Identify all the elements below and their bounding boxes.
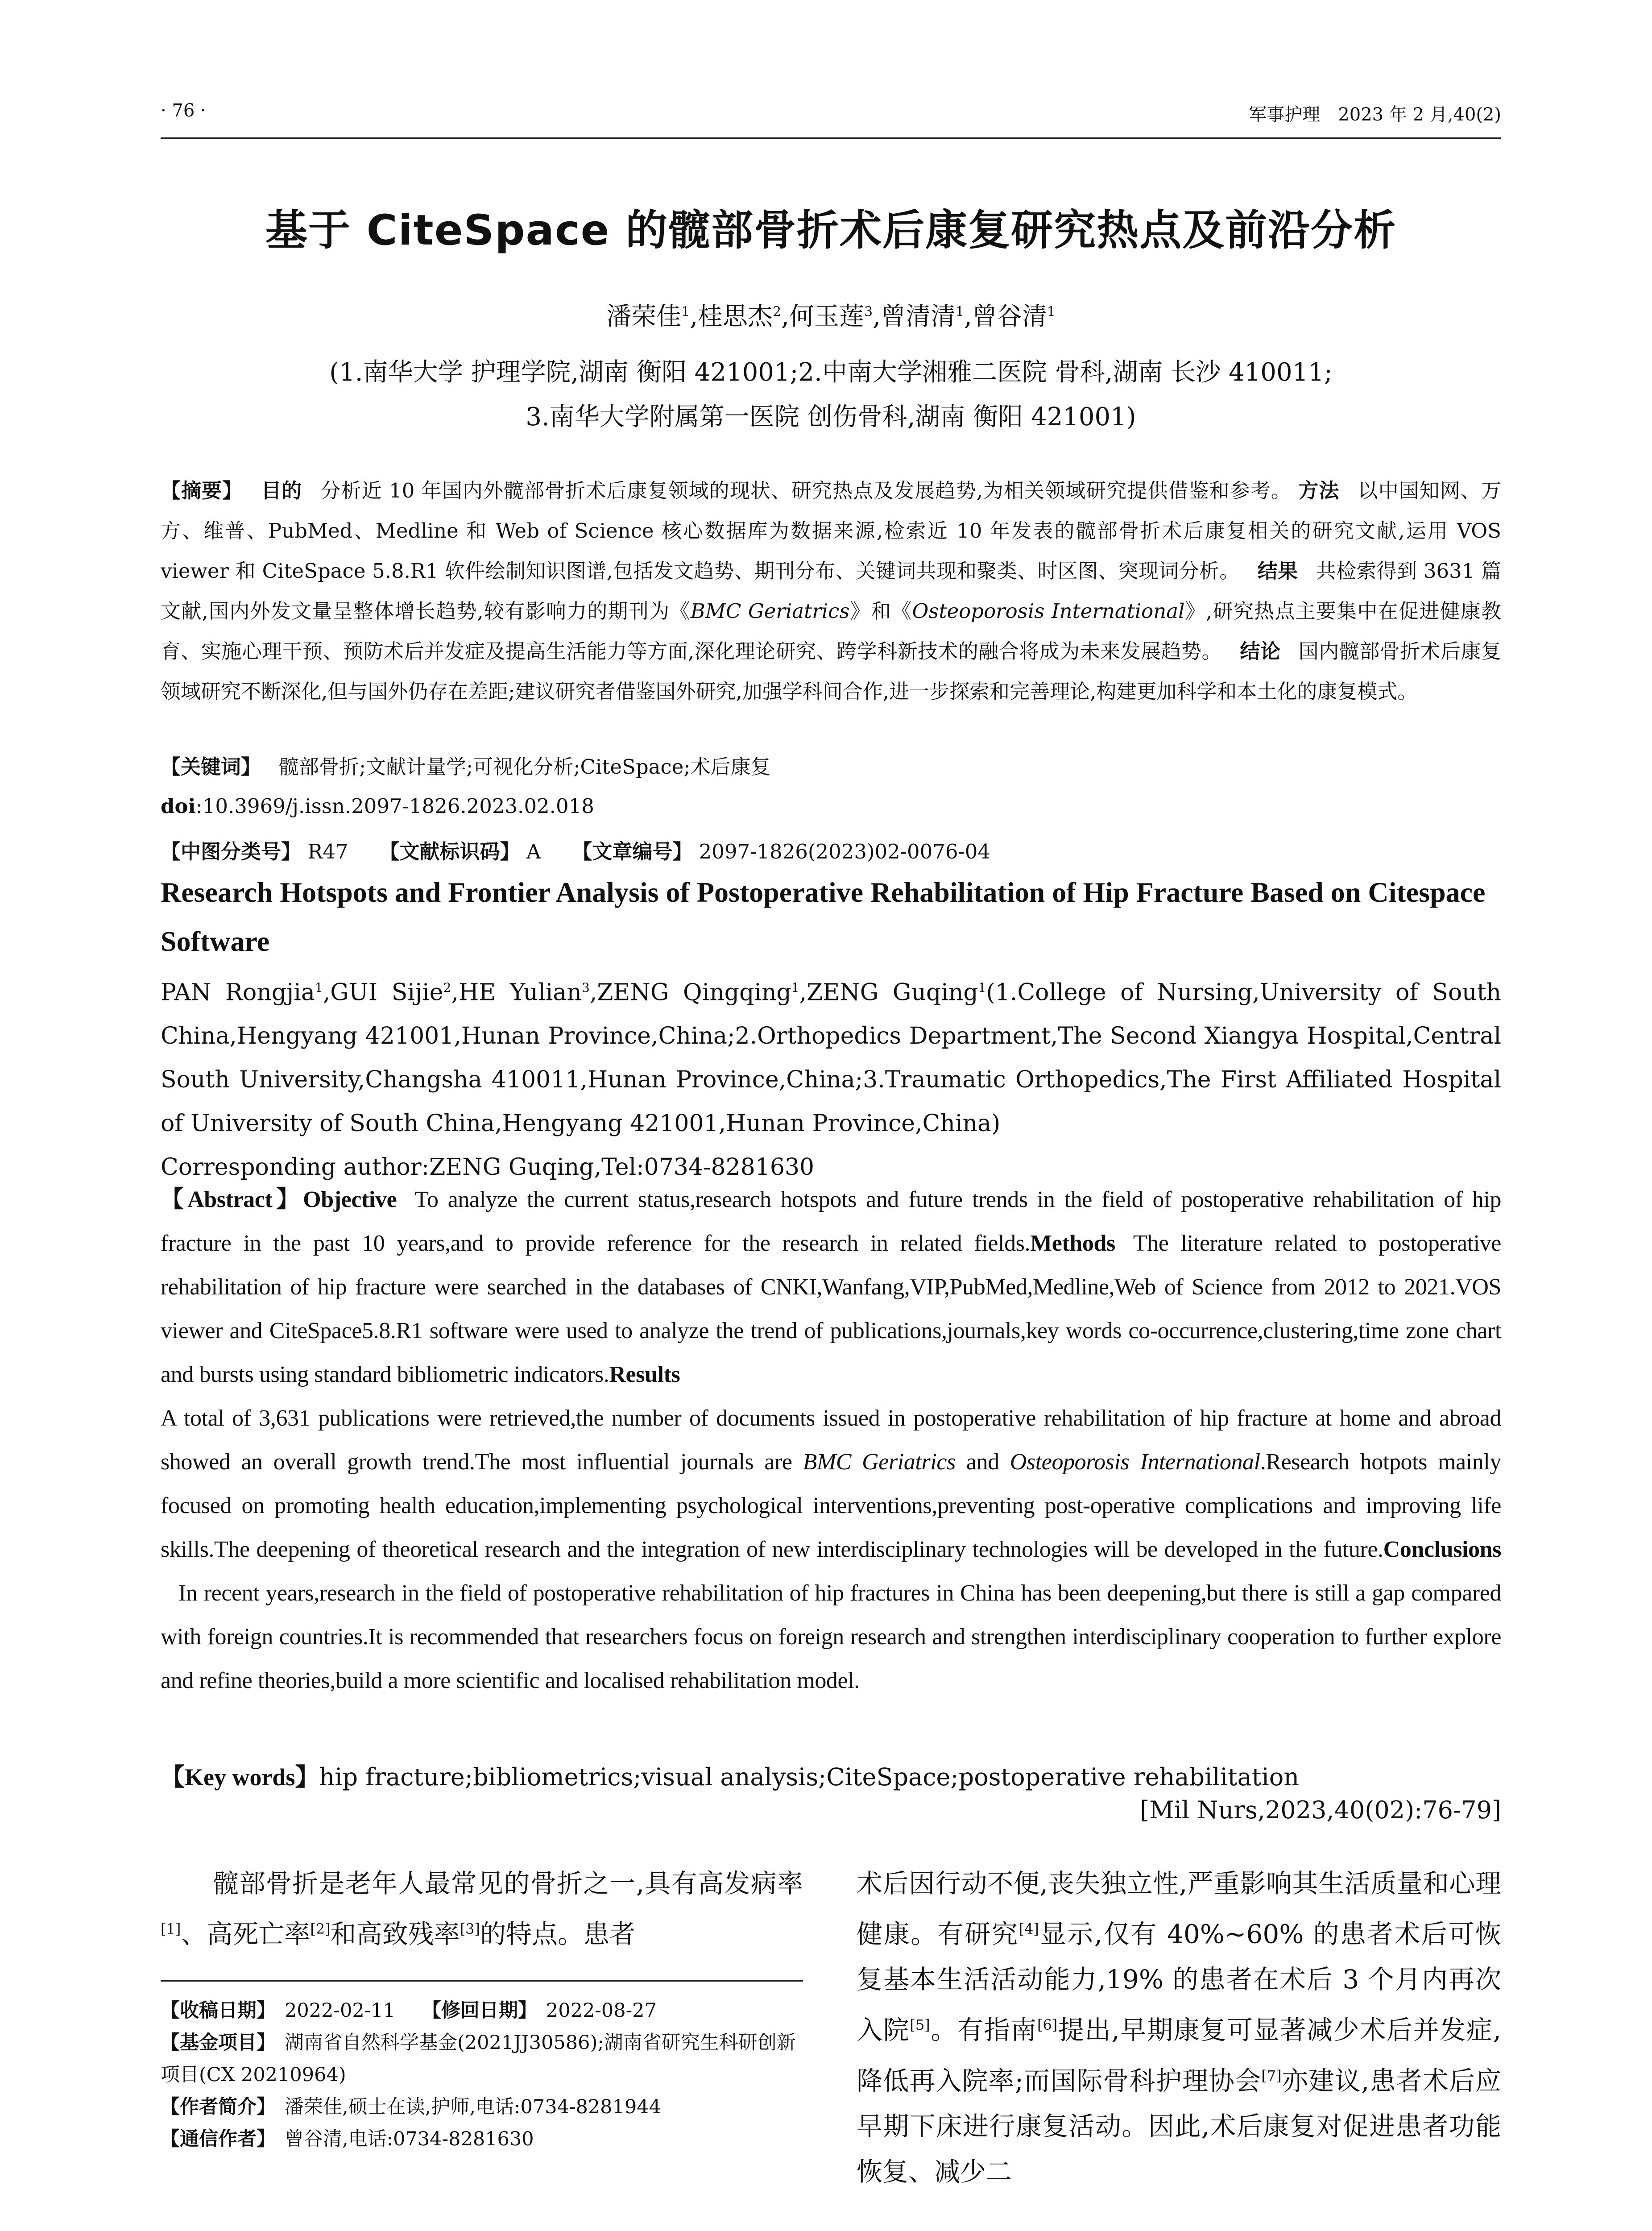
author-bio-label: 【作者简介】 xyxy=(161,2096,276,2118)
author-affiliation-mark: 3 xyxy=(581,980,590,995)
corresponding-author: Corresponding author:ZENG Guqing,Tel:0734-8281630 xyxy=(161,1154,815,1181)
keywords-label: 【Key words】 xyxy=(161,1764,319,1791)
body-text: 术后因行动不便,丧失独立性,严重影响其生活质量和心理健康。有研究 xyxy=(857,1868,1501,1949)
results-text: 》和《 xyxy=(849,599,912,623)
conclusion-text: 国内髋部骨折术后康复领域研究不断深化,但与国外仍存在差距;建议研究者借鉴国外研究,加强学科间合作,进一步探索和完善理论,构建更加科学和本土化的康复模式。 xyxy=(161,639,1501,703)
english-title: Research Hotspots and Frontier Analysis of Postoperative Rehabilitation of Hip Fracture Based on Citespace Software xyxy=(161,876,1486,957)
journal-info: 军事护理 2023 年 2 月,40(2) xyxy=(1249,104,1501,125)
journal-page xyxy=(161,0,1501,2231)
footnote-dates xyxy=(161,1995,803,2027)
journal-name: BMC Geriatrics xyxy=(803,1449,956,1475)
conclusion-label: 结论 xyxy=(1239,639,1281,663)
keywords-text: 髋部骨折;文献计量学;可视化分析;CiteSpace;术后康复 xyxy=(279,755,771,779)
author-bio-text: 潘荣佳,硕士在读,护师,电话:0734-8281944 xyxy=(285,2096,661,2118)
header-rule xyxy=(161,137,1501,139)
reference-mark[interactable]: [2] xyxy=(310,1920,331,1937)
objective-text: To analyze the current status,research hotspots and future trends in the field of postoperative rehabilitation of hip fracture in the past 10 years,and to provide reference for the research in related fields. xyxy=(161,1187,1501,1256)
received-date: 2022-02-11 xyxy=(285,1999,395,2022)
chinese-keywords xyxy=(161,751,1501,780)
body-text: 。有指南 xyxy=(930,2015,1037,2045)
clc-label: 【中图分类号】 xyxy=(161,840,302,863)
clc-value: R47 xyxy=(307,840,348,863)
english-affiliations: (1.College of Nursing,University of South China,Hengyang 421001,Hunan Province,China;2.Orthopedics Department,The Second Xiangya Hospital,Central South University,Changsha 410011,Hunan Province,China;3.Traumatic Orthopedics,The First Affiliated Hospital of University of South China,Hengyang 421001,Hunan Province,China) xyxy=(161,979,1501,1137)
author-name: HE Yulian xyxy=(458,979,582,1006)
author-affiliation-mark: 1 xyxy=(955,304,964,320)
body-text: 显示,仅有 40%~60% 的患者术后可恢复基本生活活动能力,19% 的患者在术后 3 个月内再次入院 xyxy=(857,1919,1501,2045)
affiliation-line-1: (1.南华大学 护理学院,湖南 衡阳 421001;2.中南大学湘雅二医院 骨科,湖南 长沙 410011; xyxy=(329,358,1333,387)
author-name: 潘荣佳 xyxy=(606,302,682,331)
article-title: 基于 CiteSpace 的髋部骨折术后康复研究热点及前沿分析 xyxy=(265,206,1397,255)
reference-mark[interactable]: [4] xyxy=(1019,1920,1039,1937)
doi-value: :10.3969/j.issn.2097-1826.2023.02.018 xyxy=(195,794,594,818)
doi-line xyxy=(161,794,1501,818)
methods-label: 方法 xyxy=(1298,479,1340,502)
affiliation-line-2: 3.南华大学附属第一医院 创伤骨科,湖南 衡阳 421001) xyxy=(526,402,1136,431)
author-affiliation-mark: 2 xyxy=(773,304,782,320)
page-number: · 76 · xyxy=(161,100,206,121)
body-text: 提出,早期康复可显著减少术后并发症,降低再入院率;而国际骨科护理协会 xyxy=(857,2015,1501,2096)
revised-label: 【修回日期】 xyxy=(422,1999,537,2022)
objective-text: 分析近 10 年国内外髋部骨折术后康复领域的现状、研究热点及发展趋势,为相关领域研究提供借鉴和参考。 xyxy=(320,479,1292,502)
results-label: 结果 xyxy=(1257,559,1298,583)
footnotes xyxy=(161,1995,803,2155)
keywords-text: hip fracture;bibliometrics;visual analysis;CiteSpace;postoperative rehabilitation xyxy=(319,1763,1300,1791)
footnote-corresponding xyxy=(161,2123,803,2155)
classification-line xyxy=(161,835,1501,864)
reference-mark[interactable]: [7] xyxy=(1261,2067,1282,2084)
journal-name: BMC Geriatrics xyxy=(690,599,850,623)
footnote-author xyxy=(161,2091,803,2123)
methods-text: 以中国知网、万方、维普、PubMed、Medline 和 Web of Science 核心数据库为数据来源,检索近 10 年发表的髋部骨折术后康复相关的研究文献,运用 VOS viewer 和 CiteSpace 5.8.R1 软件绘制知识图谱,包括发文趋势、期刊分布、关键词共现和聚类、时区图、突现词分析。 xyxy=(161,479,1501,583)
revised-date: 2022-08-27 xyxy=(546,1999,657,2022)
english-keywords xyxy=(161,1758,1501,1792)
doc-code-label: 【文献标识码】 xyxy=(379,840,520,863)
conclusions-text: In recent years,research in the field of postoperative rehabilitation of hip fractures in China has been deepening,but there is still a gap compared with foreign countries.It is recommended that researchers focus on foreign research and strengthen interdisciplinary cooperation to further explore and refine theories,build a more scientific and localised rehabilitation model. xyxy=(161,1580,1501,1693)
objective-label: Objective xyxy=(303,1187,397,1212)
body-text: 、高死亡率 xyxy=(181,1919,311,1949)
body-text: 髋部骨折是老年人最常见的骨折之一,具有高发病率 xyxy=(212,1868,803,1899)
author-affiliation-mark: 3 xyxy=(864,304,873,320)
body-text: 亦建议,患者术后应早期下床进行康复活动。因此,术后康复对促进患者功能恢复、减少二 xyxy=(857,2065,1501,2187)
received-label: 【收稿日期】 xyxy=(161,1999,276,2022)
running-head xyxy=(161,100,1501,127)
english-abstract xyxy=(161,1178,1501,1703)
english-author-block: PAN Rongjia$^1$,GUI Sijie$^2$,HE Yulian$^3$,ZENG Qingqing$^1$,ZENG Guqing$^1$(1.College of Nursing,University of South China,Hengyang 421001,Hunan Province,China;2.Orthopedics Department,The Second Xiangya Hospital,Central South University,Changsha 410011,Hunan Province,China;3.Traumatic Orthopedics,The First Affiliated Hospital of University of South China,Hengyang 421001,Hunan Province,China) Corresponding author:ZENG Guqing,Tel:0734-8281630 xyxy=(161,979,1501,1181)
abstract-label: 【Abstract】 xyxy=(161,1187,303,1212)
body-column-right xyxy=(857,1861,1501,2194)
conclusions-label: Conclusions xyxy=(1383,1537,1501,1562)
author-name: ZENG Guqing xyxy=(807,979,978,1006)
results-text: 共检索得到 3631 篇文献,国内外发文量呈整体增长趋势,较有影响力的期刊为《 xyxy=(161,559,1501,623)
author-name: 何玉莲 xyxy=(789,302,864,331)
results-text: .Research hotpots mainly focused on promoting health education,implementing psychological interventions,preventing post-operative complications and improving life skills.The deepening of theoretical research and the integration of new interdisciplinary technologies will be developed in the future. xyxy=(161,1449,1501,1562)
chinese-abstract xyxy=(161,471,1501,712)
doc-code-value: A xyxy=(526,840,541,863)
author-affiliation-mark: 1 xyxy=(315,980,323,995)
reference-mark[interactable]: [3] xyxy=(460,1920,480,1937)
author-name: GUI Sijie xyxy=(330,979,443,1006)
article-number-label: 【文章编号】 xyxy=(572,840,693,863)
author-name: 桂思杰 xyxy=(698,302,773,331)
abstract-label: 【摘要】 xyxy=(161,479,243,502)
citation-line: [Mil Nurs,2023,40(02):76-79] xyxy=(1140,1796,1501,1824)
author-affiliation-mark: 2 xyxy=(443,980,451,995)
results-text: A total of 3,631 publications were retrieved,the number of documents issued in postoperative rehabilitation of hip fracture at home and abroad showed an overall growth trend.The most influential journals are xyxy=(161,1406,1501,1475)
reference-mark[interactable]: [1] xyxy=(161,1920,181,1937)
journal-name: Osteoporosis International xyxy=(1010,1449,1260,1475)
journal-name: Osteoporosis International xyxy=(912,599,1185,623)
fund-text: 湖南省自然科学基金(2021JJ30586);湖南省研究生科研创新项目(CX 20210964) xyxy=(161,2032,796,2086)
results-label: Results xyxy=(609,1362,680,1387)
author-name: 曾谷清 xyxy=(972,302,1047,331)
author-list: 潘荣佳$^1$,桂思杰$^2$,何玉莲$^3$,曾清清$^1$,曾谷清$^1$ xyxy=(606,302,1056,331)
footnote-fund xyxy=(161,2027,803,2091)
body-column-left xyxy=(161,1861,803,1957)
doi-label: doi xyxy=(161,794,196,818)
methods-text: The literature related to postoperative rehabilitation of hip fracture were searched in the databases of CNKI,Wanfang,VIP,PubMed,Medline,Web of Science from 2012 to 2021.VOS viewer and CiteSpace5.8.R1 software were used to analyze the trend of publications,journals,key words co-occurrence,clustering,time zone chart and bursts using standard bibliometric indicators. xyxy=(161,1231,1501,1387)
author-affiliation-mark: 1 xyxy=(978,980,986,995)
results-text: and xyxy=(955,1449,1010,1475)
fund-label: 【基金项目】 xyxy=(161,2032,276,2054)
results-text: 》,研究热点主要集中在促进健康教育、实施心理干预、预防术后并发症及提高生活能力等方面,深化理论研究、跨学科新技术的融合将成为未来发展趋势。 xyxy=(161,599,1501,663)
reference-mark[interactable]: [5] xyxy=(910,2016,930,2034)
body-text: 的特点。患者 xyxy=(480,1919,636,1949)
author-affiliation-mark: 1 xyxy=(681,304,690,320)
author-name: PAN Rongjia xyxy=(161,979,315,1006)
keywords-label: 【关键词】 xyxy=(161,755,261,779)
corresponding-text: 曾谷清,电话:0734-8281630 xyxy=(285,2128,534,2150)
reference-mark[interactable]: [6] xyxy=(1037,2016,1058,2034)
author-affiliation-mark: 1 xyxy=(1047,304,1056,320)
body-text: 和高致残率 xyxy=(330,1919,460,1949)
author-affiliation-mark: 1 xyxy=(791,980,799,995)
author-name: ZENG Qingqing xyxy=(597,979,791,1006)
objective-label: 目的 xyxy=(261,479,302,502)
article-number-value: 2097-1826(2023)02-0076-04 xyxy=(699,840,990,863)
corresponding-label: 【通信作者】 xyxy=(161,2128,276,2150)
methods-label: Methods xyxy=(1030,1231,1115,1256)
footnote-rule xyxy=(161,1980,803,1982)
author-name: 曾清清 xyxy=(880,302,956,331)
